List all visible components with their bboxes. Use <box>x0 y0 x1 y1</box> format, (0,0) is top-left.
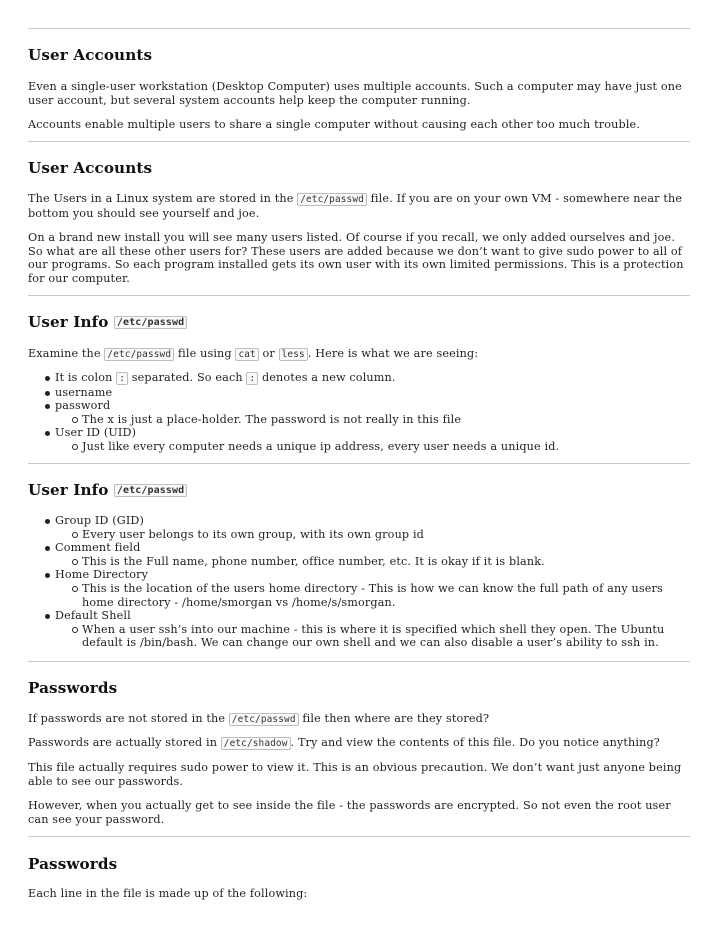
heading-text: User Info <box>28 313 109 331</box>
section-heading: User Accounts <box>28 46 153 64</box>
text: file. If you are on your own VM - somewhere near the bottom you should see yourself and joe. <box>28 192 683 220</box>
section-divider <box>28 661 690 662</box>
list-item: username <box>28 386 690 400</box>
section-heading: Passwords <box>28 679 118 697</box>
text: denotes a new column. <box>258 371 396 384</box>
inline-code: /etc/passwd <box>297 193 367 206</box>
section-divider <box>28 141 690 142</box>
paragraph <box>28 192 690 220</box>
sub-list-item: This is the location of the users home directory - This is how we can know the full path of any users home directory - /home/smorgan vs /home/s/smorgan. <box>28 582 690 609</box>
section-heading: Passwords <box>28 855 118 873</box>
sub-list-item: Just like every computer needs a unique ip address, every user needs a unique id. <box>28 440 690 454</box>
section-divider <box>28 295 690 296</box>
inline-code: /etc/passwd <box>104 348 174 361</box>
sub-list-item: The x is just a place-holder. The password is not really in this file <box>28 413 690 427</box>
section-divider <box>28 28 690 29</box>
bullet-list <box>28 371 690 454</box>
inline-code: less <box>279 348 308 361</box>
text: . Try and view the contents of this file. Do you notice anything? <box>290 736 660 749</box>
text: The Users in a Linux system are stored in the <box>28 192 298 205</box>
list-item: Group ID (GID) <box>28 514 690 528</box>
inline-code: : <box>116 372 128 385</box>
sub-list-item: Every user belongs to its own group, with its own group id <box>28 528 690 542</box>
text: Passwords are actually stored in <box>28 736 221 749</box>
section-divider <box>28 463 690 464</box>
list-item: User ID (UID) <box>28 426 690 440</box>
list-item: password <box>28 399 690 413</box>
section-heading: User Accounts <box>28 159 153 177</box>
paragraph <box>28 736 690 751</box>
bullet-list <box>28 514 690 650</box>
text: It is colon <box>55 371 117 384</box>
paragraph <box>28 712 690 727</box>
list-item: Default Shell <box>28 609 690 623</box>
text: or <box>258 347 279 360</box>
sub-list-item: This is the Full name, phone number, office number, etc. It is okay if it is blank. <box>28 555 690 569</box>
text: If passwords are not stored in the <box>28 712 229 725</box>
inline-code: /etc/passwd <box>114 484 187 497</box>
inline-code: : <box>246 372 258 385</box>
inline-code: /etc/passwd <box>114 316 187 329</box>
inline-code: cat <box>235 348 258 361</box>
text: file using <box>174 347 236 360</box>
section-divider <box>28 836 690 837</box>
text: . Here is what we are seeing: <box>307 347 479 360</box>
text: file then where are they stored? <box>298 712 490 725</box>
inline-code: /etc/passwd <box>229 713 299 726</box>
heading-text: User Info <box>28 481 109 499</box>
paragraph: Each line in the file is made up of the following: <box>28 887 308 900</box>
text: separated. So each <box>128 371 247 384</box>
list-item: Home Directory <box>28 568 690 582</box>
paragraph: However, when you actually get to see inside the file - the passwords are encrypted. So not even the root user can see your password. <box>28 799 671 826</box>
paragraph: This file actually requires sudo power to view it. This is an obvious precaution. We don’t want just anyone being able to see our passwords. <box>28 761 682 788</box>
section-heading <box>28 313 187 331</box>
paragraph: Even a single-user workstation (Desktop Computer) uses multiple accounts. Such a computer may have just one user account, but several system accounts help keep the computer running. <box>28 80 682 107</box>
list-item: Comment field <box>28 541 690 555</box>
text: Examine the <box>28 347 105 360</box>
inline-code: /etc/shadow <box>221 737 291 750</box>
section-heading <box>28 481 187 499</box>
paragraph <box>28 347 690 362</box>
list-item <box>28 371 690 386</box>
paragraph: On a brand new install you will see many users listed. Of course if you recall, we only added ourselves and joe. So what are all these other users for? These users are added because we don’t want to give sudo power to all of our programs. So each program installed gets its own user with its own limited permissions. This is a protection for our computer. <box>28 231 684 285</box>
paragraph: Accounts enable multiple users to share a single computer without causing each other too much trouble. <box>28 118 641 131</box>
sub-list-item: When a user ssh’s into our machine - this is where it is specified which shell they open. The Ubuntu default is /bin/bash. We can change our own shell and we can also disable a user’s ability to ssh in. <box>28 623 690 650</box>
